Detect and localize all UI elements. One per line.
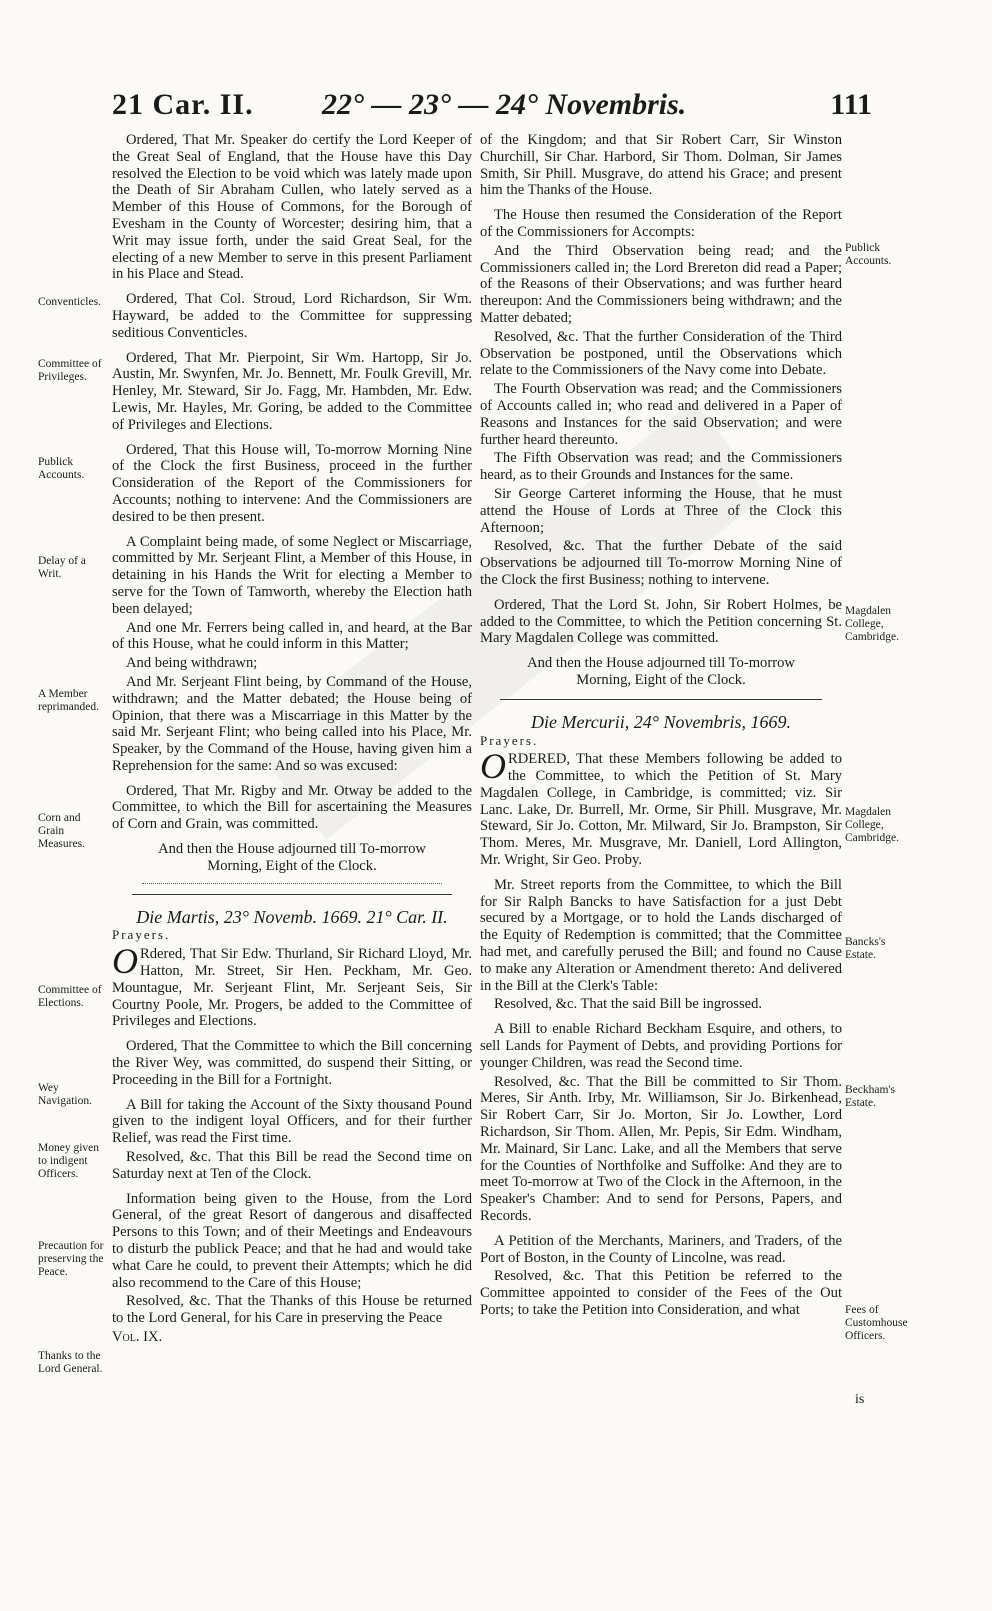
entry-carteret: Sir George Carteret informing the House, that he must attend the House of Lords at Three of the Clock this Afternoon;: [480, 485, 842, 536]
entry-beckham-bill: A Bill to enable Richard Beckham Esquire, and others, to sell Lands for Payment of Debts, and providing Portions for younger Children, was read the Second time.: [480, 1021, 842, 1071]
entry-boston-resolved: Resolved, &c. That this Petition be referred to the Committee appointed to consider of the Fees of the Out Ports; to take the Petition into Consideration, and what: [480, 1268, 842, 1318]
margin-note-privileges: Committee of Privileges.: [38, 358, 102, 383]
entry-accounts: Ordered, That this House will, To-morrow Morning Nine of the Clock the first Business, proceed in the further Consideration of the Report of the Commissioners for Accounts; nothing to intervene: And the Commissioners are desired to be then present.: [112, 441, 472, 525]
left-column: [112, 132, 472, 1348]
page-number: 111: [830, 88, 872, 121]
drop-cap: O: [112, 941, 138, 982]
entry-thanks-continued: of the Kingdom; and that Sir Robert Carr, Sir Winston Churchill, Sir Char. Harbord, Sir Thom. Dolman, Sir James Smith, Sir Phill. Musgrave, do attend his Grace; and present him the Thanks of the House.: [480, 132, 842, 199]
entry-corn-grain: Ordered, That Mr. Rigby and Mr. Otway be added to the Committee, to which the Bill for ascertaining the Measures of Corn and Grain, was committed.: [112, 782, 472, 833]
entry-officers-bill: A Bill for taking the Account of the Sixty thousand Pound given to the indigent loyal Officers, and for their further Relief, was read the First time.: [112, 1096, 472, 1147]
entry-resume-accompts: The House then resumed the Consideration of the Report of the Commissioners for Accompts:: [480, 207, 842, 240]
entry-peace-information: Information being given to the House, from the Lord General, of the great Resort of dangerous and disaffected Persons to this Town; and of their Meetings and Endeavours to disturb the publick Peace; and that he had and would take what Care he could, to prevent their Attempts; which he did also recommend to the Care of this House;: [112, 1190, 472, 1291]
margin-note-writ: Delay of a Writ.: [38, 555, 86, 580]
entry-conventicles: Ordered, That Col. Stroud, Lord Richardson, Sir Wm. Hayward, be added to the Committee for suppressing seditious Conventicles.: [112, 291, 472, 341]
entry-bancks-resolved: Resolved, &c. That the said Bill be ingrossed.: [494, 996, 763, 1013]
entry-magdalen-2: [480, 746, 842, 869]
entry-third-postponed: Resolved, &c. That the further Consideration of the Third Observation be postponed, until the Observations which relate to the Commissioners of the Navy come into Debate.: [480, 328, 842, 379]
margin-note-fees: Fees of Customhouse Officers.: [845, 1304, 908, 1342]
prayers-label: Prayers.: [480, 732, 539, 748]
margin-note-wey: Wey Navigation.: [38, 1082, 92, 1107]
margin-note-magdalen-1: Magdalen College, Cambridge.: [845, 605, 899, 643]
header-dates: 22° — 23° — 24° Novembris.: [322, 88, 687, 121]
section-divider: [142, 883, 442, 884]
margin-note-conventicles: Conventicles.: [38, 296, 101, 308]
right-column: [480, 132, 842, 1321]
entry-withdrawn: And being withdrawn;: [126, 655, 258, 672]
margin-note-reprimand: A Member reprimanded.: [38, 688, 99, 713]
drop-cap: O: [480, 746, 506, 787]
margin-note-elections: Committee of Elections.: [38, 984, 102, 1009]
entry-fifth-observation: The Fifth Observation was read; and the Commissioners heard, as to their Grounds and Instances for the same.: [480, 450, 842, 484]
margin-note-corn: Corn and Grain Measures.: [38, 812, 85, 850]
section-rule: [132, 894, 452, 895]
day-heading-23: Die Martis, 23° Novemb. 1669. 21° Car. II.: [136, 906, 448, 927]
catchword: is: [855, 1392, 865, 1407]
adjournment-2: And then the House adjourned till To-morrow Morning, Eight of the Clock.: [527, 655, 795, 688]
volume-signature: Vol. IX.: [112, 1329, 163, 1345]
entry-magdalen-1: Ordered, That the Lord St. John, Sir Robert Holmes, be added to the Committee, to which the Petition concerning St. Mary Magdalen College was committed.: [480, 596, 842, 647]
margin-note-beckham: Beckham's Estate.: [845, 1084, 895, 1109]
prayers-label: Prayers.: [112, 927, 171, 943]
entry-thanks-general: Resolved, &c. That the Thanks of this House be returned to the Lord General, for his Care in preserving the Peace: [112, 1293, 472, 1327]
margin-note-money: Money given to indigent Officers.: [38, 1142, 100, 1180]
header-regnal-year: 21 Car. II.: [112, 88, 254, 121]
entry-beckham-committed: Resolved, &c. That the Bill be committed to Sir Thom. Meres, Sir Anth. Irby, Mr. Williamson, Sir Jo. Birkenhead, Sir Robert Carr, Sir Jo. Morton, Sir Jo. Lowther, Lord Richardson, Sir Thom. Allen, Mr. Pepis, Sir Edm. Windham, Mr. Mainard, Sir Lanc. Lake, and all the Members that serve for the Counties of Northfolke and Suffolke: And they are to meet To-morrow at Two of the Clock in the Afternoon, in the Speaker's Chamber: And to send for Persons, Papers, and Records.: [480, 1073, 842, 1225]
entry-bancks-report: Mr. Street reports from the Committee, to which the Bill for Sir Ralph Bancks to have Satisfaction for a just Debt secured by a Mortgage, or to hold the Lands discharged of the Equity of Redemption is committed; that the Committee had met, and carefully perused the Bill; and found no Cause to make any Alteration or Amendment thereto: And delivered in the Bill at the Clerk's Table:: [480, 876, 842, 994]
entry-elections-committee: [112, 941, 472, 1030]
running-header: [112, 88, 872, 128]
adjournment-1: And then the House adjourned till To-morrow Morning, Eight of the Clock.: [158, 841, 426, 874]
day-heading-24: Die Mercurii, 24° Novembris, 1669.: [531, 711, 791, 732]
margin-note-accounts: Publick Accounts.: [38, 456, 85, 481]
section-rule: [500, 699, 822, 700]
entry-boston-petition: A Petition of the Merchants, Mariners, and Traders, of the Port of Boston, in the County of Lincolne, was read.: [480, 1232, 842, 1266]
margin-note-bancks: Bancks's Estate.: [845, 936, 886, 961]
entry-debate-adjourned: Resolved, &c. That the further Debate of the said Observations be adjourned till To-morrow Morning Nine of the Clock the first Business; nothing to intervene.: [480, 538, 842, 588]
entry-complaint-flint: A Complaint being made, of some Neglect or Miscarriage, committed by Mr. Serjeant Flint, a Member of this House, in detaining in his Hands the Writ for electing a Member to serve for the Town of Tamworth, whereby the Election hath been delayed;: [112, 533, 472, 617]
margin-note-peace: Precaution for preserving the Peace.: [38, 1240, 104, 1278]
entry-ferrers: And one Mr. Ferrers being called in, and heard, at the Bar of this House, what he could inform in this Matter;: [112, 619, 472, 653]
entry-reprimand: And Mr. Serjeant Flint being, by Command of the House, withdrawn; and the Matter debated; the House being of Opinion, that there was a Miscarriage in this Matter by the said Mr. Serjeant Flint; who being called into his Place, Mr. Speaker, by the Command of the House, having given him a Reprehension for the same: And so was excused:: [112, 673, 472, 774]
entry-magdalen-2-text: RDERED, That these Members following be added to the Committee, to which the Petition of St. Mary Magdalen College, in Cambridge, is committed; viz. Sir Lanc. Lake, Dr. Burrell, Mr. Orme, Sir Phill. Musgrave, Mr. Steward, Sir Jo. Cotton, Mr. Milward, Sir Jo. Brampston, Sir Thom. Meres, Mr. Musgrave, Mr. Daniell, Lord Allington, Mr. Wright, Sir Geo. Proby.: [480, 751, 842, 869]
margin-note-magdalen-2: Magdalen College, Cambridge.: [845, 806, 899, 844]
entry-privileges: Ordered, That Mr. Pierpoint, Sir Wm. Hartopp, Sir Jo. Austin, Mr. Swynfen, Mr. Jo. Bennett, Mr. Foulk Grevill, Mr. Henley, Mr. Steward, Sir Jo. Fagg, Mr. Hambden, Mr. Edw. Lewis, Mr. Hayles, Mr. Goring, be added to the Committee of Privileges and Elections.: [112, 349, 472, 433]
entry-officers-resolved: Resolved, &c. That this Bill be read the Second time on Saturday next at Ten of the Clock.: [112, 1149, 472, 1182]
margin-note-thanks: Thanks to the Lord General.: [38, 1350, 103, 1375]
entry-wey: Ordered, That the Committee to which the Bill concerning the River Wey, was committed, do suspend their Sitting, or Proceeding in the Bill for a Fortnight.: [112, 1038, 472, 1088]
entry-fourth-observation: The Fourth Observation was read; and the Commissioners of Accounts called in; who read and delivered in a Paper of Reasons and Instances for the said Observation; and were further heard thereunto.: [480, 381, 842, 448]
entry-writ-evesham: Ordered, That Mr. Speaker do certify the Lord Keeper of the Great Seal of England, that the House have this Day resolved the Election to be void which was lately made upon the Death of Sir Abraham Cullen, who lately served as a Member of this House of Commons, for the Borough of Evesham in the County of Worcester; desiring him, that a Writ may issue forth, under the said Great Seal, for the electing of a new Member to serve in this present Parliament in his Place and Stead.: [112, 132, 472, 283]
entry-third-observation: And the Third Observation being read; and the Commissioners called in; the Lord Brereton did read a Paper; of the Reasons of their Observations; and was further heard thereupon: And the Commissioners being withdrawn; and the Matter debated;: [480, 242, 842, 326]
margin-note-publick-accounts: Publick Accounts.: [845, 242, 892, 267]
entry-elections-text: Rdered, That Sir Edw. Thurland, Sir Richard Lloyd, Mr. Hatton, Mr. Street, Sir Hen. Peckham, Mr. Geo. Mountague, Mr. Serjeant Flint, Mr. Serjeant Seis, Sir Courtny Poole, Mr. Progers, be added to the Committee of Privileges and Elections.: [112, 946, 472, 1030]
